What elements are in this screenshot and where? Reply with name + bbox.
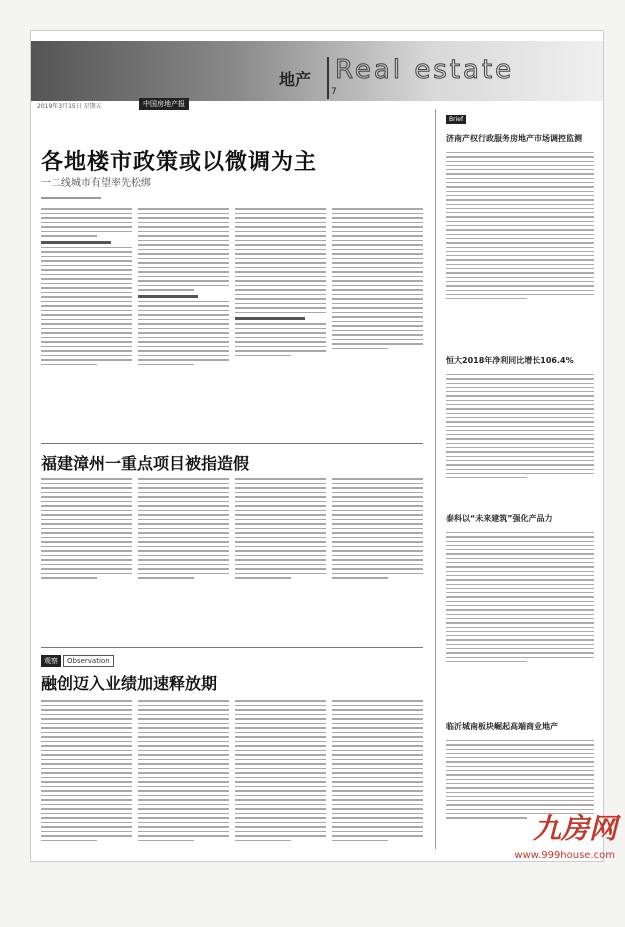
story2-body: [41, 475, 423, 641]
side-item-3-title: 泰科以“未来建筑”强化产品力: [446, 514, 553, 523]
masthead-tag: 中国房地产报: [139, 98, 189, 110]
side-item-2-title: 恒大2018年净利同比增长106.4%: [446, 356, 574, 365]
story2-headline: 福建漳州一重点项目被指造假: [41, 454, 250, 473]
newspaper-page: [30, 30, 604, 862]
observation-tag: 观察: [41, 655, 61, 667]
story1-byline: [41, 195, 101, 199]
story1-subheadline: 一二线城市有望率先松绑: [41, 178, 151, 189]
side-item-1-title: 济南产权行政服务房地产市场调控监测: [446, 134, 582, 143]
story1-col-4: [332, 205, 423, 437]
story3-body: [41, 697, 423, 927]
side-item-1-body: [446, 149, 594, 302]
dateline: 2019年3月15日 星期五: [37, 103, 102, 110]
section-title-cn: 地产: [279, 70, 312, 89]
watermark-url: www.999house.com: [514, 850, 615, 861]
section-divider: [327, 57, 329, 99]
story1-col-1: [41, 205, 132, 437]
story1-col-3: [235, 205, 326, 437]
section-title-en: Real estate: [335, 55, 515, 85]
watermark-logo: 九房网: [532, 812, 617, 845]
story1-col-2: [138, 205, 229, 437]
section-page-number: 7: [331, 87, 337, 97]
side-item-3-body: [446, 529, 594, 665]
side-column: [435, 109, 602, 849]
story1-headline: 各地楼市政策或以微调为主: [41, 150, 318, 175]
side-item-4-title: 临沂城南板块崛起高端商业地产: [446, 722, 558, 731]
story1-col1-subhead: [41, 241, 132, 244]
story-divider-2: [41, 647, 423, 648]
side-tag: Brief: [446, 115, 466, 124]
story-divider-1: [41, 443, 423, 444]
story3-headline: 融创迈入业绩加速释放期: [41, 674, 218, 693]
story1-body: [41, 205, 423, 437]
observation-tag-en: Observation: [63, 655, 114, 667]
section-header-band: [31, 41, 603, 110]
side-item-2-body: [446, 371, 594, 481]
